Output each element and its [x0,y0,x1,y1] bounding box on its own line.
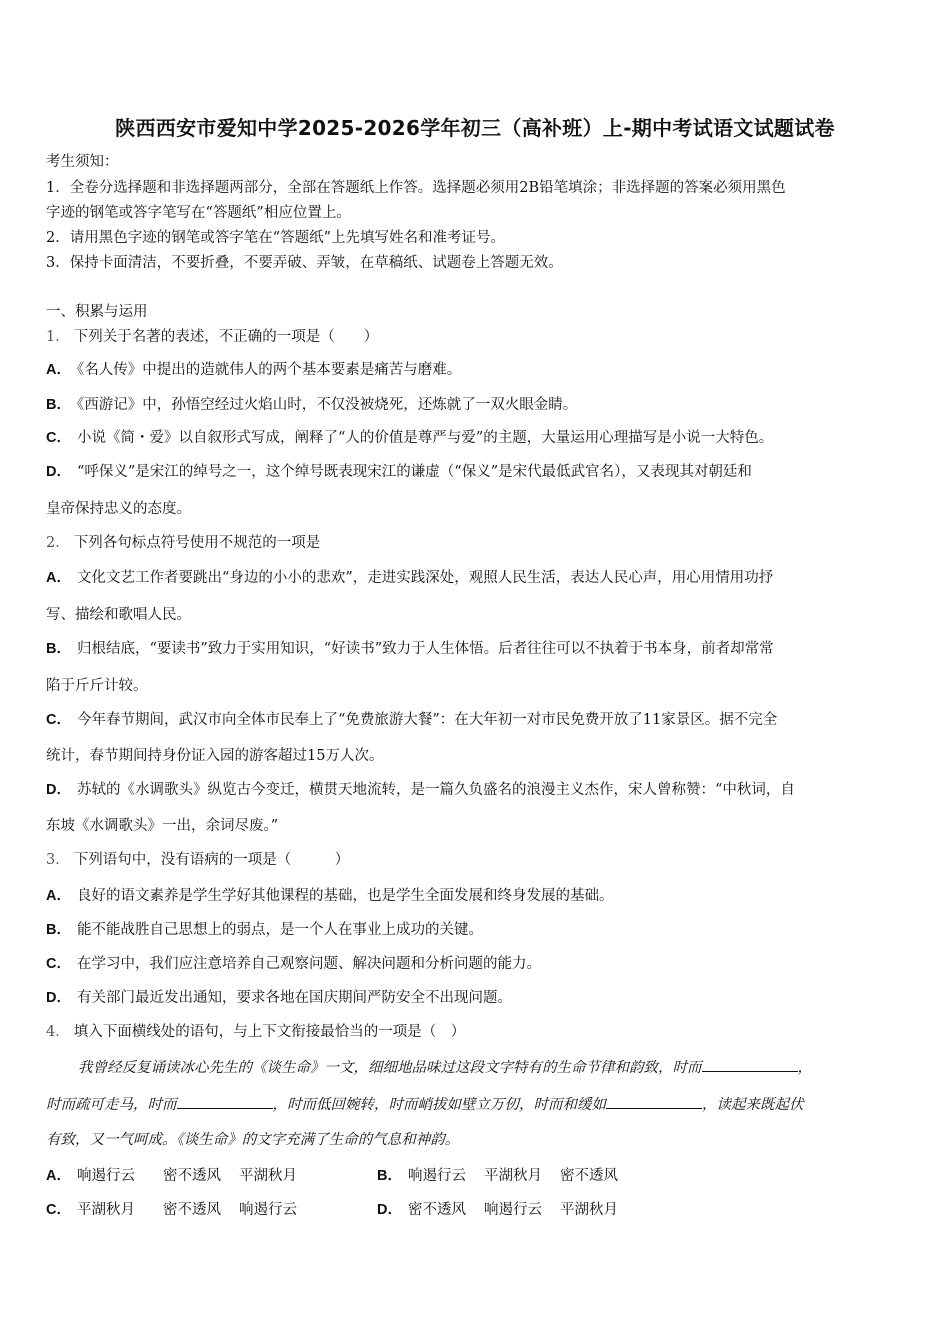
option-text: 文化文艺工作者要跳出“身边的小小的悲欢”，走进实践深处，观照人民生活，表达人民心声，用心用情用功抒 [76,570,774,586]
option-letter: B． [46,922,71,938]
option-word: 密不透风 [407,1202,466,1218]
option-word: 响遏行云 [76,1168,135,1184]
q2-option-a-cont: 写、描绘和歌唱人民。 [46,607,191,623]
option-word: 密不透风 [162,1202,221,1218]
option-text: 今年春节期间，武汉市向全体市民奉上了“免费旅游大餐”：在大年初一对市民免费开放了11家景区。据不完全 [76,712,778,728]
option-text: 归根结底，“要读书”致力于实用知识，“好读书”致力于人生体悟。后者往往可以不执着于书本身，前者却常常 [76,641,774,657]
option-text: 有关部门最近发出通知，要求各地在国庆期间严防安全不出现问题。 [76,990,512,1006]
fill-blank [702,1057,798,1072]
question-number: 2． [46,535,70,551]
option-word: 密不透风 [559,1168,618,1184]
question-text: 下列关于名著的表述，不正确的一项是（ ） [73,329,379,345]
q4-passage-line-1 [78,1057,906,1078]
notice-item-1: 1．全卷分选择题和非选择题两部分，全部在答题纸上作答。选择题必须用2B铅笔填涂；非选择题的答案必须用黑色 [46,180,786,196]
option-letter: D． [377,1202,402,1218]
question-4-stem [46,1022,906,1042]
option-letter: A． [46,888,71,904]
q3-option-d [46,988,906,1008]
fill-blank [606,1094,702,1109]
q3-option-c [46,954,906,974]
option-word: 响遏行云 [238,1202,297,1218]
q2-option-c-cont: 统计，春节期间持身份证入园的游客超过15万人次。 [46,748,384,764]
question-1-stem [46,327,906,347]
q4-option-b [377,1164,618,1185]
option-letter: A． [46,570,71,586]
q1-option-a [46,360,906,380]
section-heading: 一、积累与运用 [46,304,148,320]
option-letter: D． [46,782,71,798]
passage-text: ， [797,1060,812,1076]
option-letter: C． [46,956,71,972]
option-letter: B． [46,397,71,413]
option-letter: D． [46,990,71,1006]
page-title: 陕西西安市爱知中学2025-2026学年初三（高补班）上-期中考试语文试题试卷 [115,116,835,140]
option-word: 平湖秋月 [238,1168,297,1184]
question-number: 1． [46,329,70,345]
q2-option-d-cont: 东坡《水调歌头》一出，余词尽废。” [46,818,279,834]
q1-option-b [46,395,906,415]
option-word: 平湖秋月 [559,1202,618,1218]
q4-option-c [46,1198,297,1219]
option-text: 苏轼的《水调歌头》纵览古今变迁，横贯天地流转，是一篇久负盛名的浪漫主义杰作，宋人曾称赞：“中秋词，自 [76,782,795,798]
question-number: 3． [46,852,70,868]
option-letter: B． [377,1168,402,1184]
q4-passage-line-2 [46,1094,906,1115]
passage-text: 时而疏可走马，时而 [46,1097,177,1113]
option-text: 《西游记》中，孙悟空经过火焰山时，不仅没被烧死，还炼就了一双火眼金睛。 [76,397,578,413]
q1-option-d [46,462,906,482]
option-text: 《名人传》中提出的造就伟人的两个基本要素是痛苦与磨难。 [76,362,462,378]
option-letter: B． [46,641,71,657]
option-letter: C． [46,712,71,728]
q2-option-b [46,639,906,659]
option-text: “呼保义”是宋江的绰号之一，这个绰号既表现宋江的谦虚（“保义”是宋代最低武官名），又表现其对朝廷和 [76,464,752,480]
notice-item-3: 3．保持卡面清洁，不要折叠，不要弄破、弄皱，在草稿纸、试题卷上答题无效。 [46,255,563,271]
passage-text: ，时而低回婉转，时而峭拔如壁立万仞，时而和缓如 [272,1097,606,1113]
option-letter: C． [46,430,71,446]
question-3-stem [46,850,906,870]
passage-text: 我曾经反复诵读冰心先生的《谈生命》一文，细细地品味过这段文字特有的生命节律和韵致，时而 [78,1060,702,1076]
option-word: 响遏行云 [483,1202,542,1218]
notice-item-1-cont: 字迹的钢笔或答字笔写在“答题纸”相应位置上。 [46,205,351,221]
question-2-stem [46,533,906,553]
option-word: 平湖秋月 [483,1168,542,1184]
q2-option-a [46,568,906,588]
q4-option-a [46,1164,297,1185]
option-text: 能不能战胜自己思想上的弱点，是一个人在事业上成功的关键。 [76,922,483,938]
option-text: 良好的语文素养是学生学好其他课程的基础，也是学生全面发展和终身发展的基础。 [76,888,614,904]
question-text: 下列各句标点符号使用不规范的一项是 [73,535,321,551]
q4-passage-line-3: 有致，又一气呵成。《谈生命》的文字充满了生命的气息和神韵。 [46,1132,460,1148]
option-letter: A． [46,1168,71,1184]
q2-option-c [46,710,906,730]
option-text: 小说《简・爱》以自叙形式写成，阐释了“人的价值是尊严与爱”的主题，大量运用心理描写是小说一大特色。 [76,430,774,446]
notice-heading: 考生须知： [46,154,119,170]
notice-item-2: 2．请用黑色字迹的钢笔或答字笔在“答题纸”上先填写姓名和准考证号。 [46,230,506,246]
option-letter: D． [46,464,71,480]
option-word: 密不透风 [162,1168,221,1184]
option-text: 在学习中，我们应注意培养自己观察问题、解决问题和分析问题的能力。 [76,956,541,972]
q1-option-d-cont: 皇帝保持忠义的态度。 [46,501,191,517]
option-word: 响遏行云 [407,1168,466,1184]
q2-option-d [46,780,906,800]
passage-text: ，读起来既起伏 [702,1097,804,1113]
q3-option-a [46,886,906,906]
q1-option-c [46,428,906,448]
fill-blank [177,1094,273,1109]
q3-option-b [46,920,906,940]
option-letter: A． [46,362,71,378]
q2-option-b-cont: 陷于斤斤计较。 [46,678,148,694]
q4-option-d [377,1198,618,1219]
option-word: 平湖秋月 [76,1202,135,1218]
question-number: 4． [46,1024,70,1040]
option-letter: C． [46,1202,71,1218]
question-text: 下列语句中，没有语病的一项是（ ） [73,852,350,868]
question-text: 填入下面横线处的语句，与上下文衔接最恰当的一项是（ ） [73,1024,466,1040]
